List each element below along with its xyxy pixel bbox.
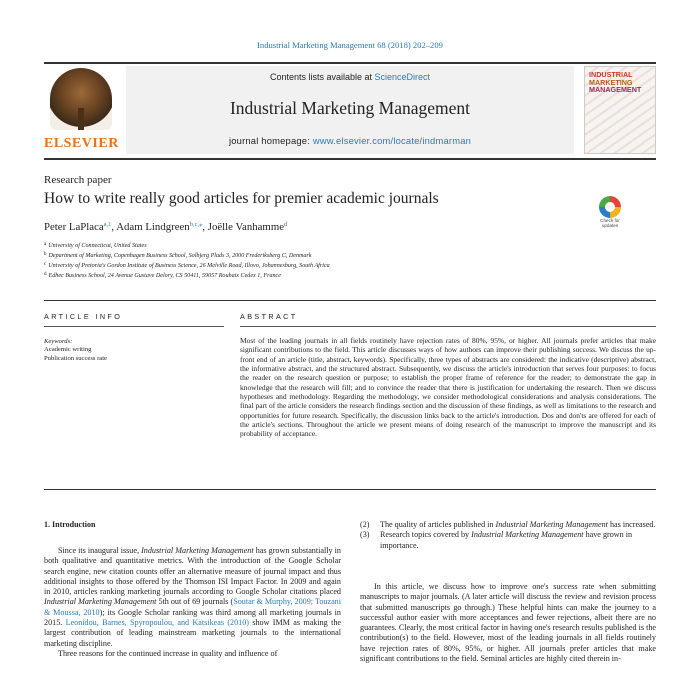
affiliation-marker: d [44,272,47,277]
cover-title-line: MANAGEMENT [589,85,642,95]
list-item [360,520,656,530]
journal-citation[interactable]: Industrial Marketing Management 68 (2018) 202–209 [257,40,443,50]
affiliation [44,242,604,249]
journal-cover[interactable] [584,66,656,154]
journal-title: Industrial Marketing Management [229,98,471,118]
author-separator: , [111,221,117,233]
journal-name: Industrial Marketing Management [141,546,254,555]
text-run: ); its Google Scholar ranking was third among all marketing journals in 2015. [44,607,341,628]
elsevier-tree-icon [50,68,112,130]
body-paragraph: In this article, we discuss how to improve one's success rate when submitting manuscripts to major journals. (A later article will discuss the review and revision process that submitted manuscripts go through.) These helpful hints can make the journey to a successful author easier with more acceptances and fewer rejections, albeit there are no guarantees. Clearly, the most critical factor in having one's research results published is the contribution(s) to the field. However, most of the leading journals in all fields routinely have rejection rates of 80%, 95%, or higher. All journals prefer articles that make significant contributions to the field. Seminal articles are highly cited therein in- [360,582,656,664]
body-paragraph: Three reasons for the continued increase in quality and influence of [58,648,278,658]
abstract-text: Most of the leading journals in all fields routinely have rejection rates of 80%, 95%, or higher. All journals prefer articles that make significant contributions to the field. This article discusses ways of how authors can improve their publishing success. We discuss the up-front end of an article (title, abstract, keywords). Specifically, three types of abstracts are considered: the indicative (descriptive) abstract, the informative abstract, and the structured abstract. Subsequently, we discuss the article's introduction that serves four purposes: to focus the reader on the research question or purpose; to establish the proper frame of reference for the reader; to demonstrate the gap in knowledge that the research will fill; and to convince the reader that there is justification for undertaking the research. Then we discuss hypotheses and methodology. Regarding the methodology, we consider methodological considerations and analysis considerations. The final part of the article considers the research findings section and the discussion of these findings, as well as limitations to the research and opportunities for future research. Specifically, the discussion links back to the article's introduction. Dos and don'ts are offered for each of the article's sections. Throughout the article we present means of doing research of the manuscript to improve the manuscript and its probability of acceptance. [240,336,656,439]
journal-name: Industrial Marketing Management [495,520,608,529]
publisher-logo-text: ELSEVIER [44,136,119,151]
header-rule [44,158,656,160]
text-run: has grown substantially in both qualitative and quantitative metrics. With the introduction of the Google Scholar search engine, new citation counts offer an alternative measure of journal impact and thus additional insights to those offered by the Thomson ISI Impact Factor. In 2009 and again in 2010, articles ranking marketing journals according to Google Scholar citations placed [44,546,341,597]
crossmark-icon [599,196,621,218]
list-number: (3) [360,530,370,540]
section-heading: 1. Introduction [44,520,96,529]
keyword: Publication success rate [44,354,107,362]
homepage-link[interactable]: www.elsevier.com/locate/indmarman [312,135,472,146]
citation-link[interactable]: Leonidou, Barnes, Spyropoulou, and Katsikeas (2010) [65,618,249,628]
text-run: Since its inaugural issue, [58,546,142,555]
keywords-label: Keywords: [44,338,73,345]
body-left-column [44,546,341,659]
journal-homepage [126,135,574,146]
journal-name: Industrial Marketing Management [471,530,584,540]
crossmark-label-line: updates [601,223,619,228]
affiliation [44,252,604,259]
text-run: has increased. [607,520,656,529]
abstract-bottom-rule [44,489,656,490]
author-list [44,220,564,233]
text-run: Research topics covered by [380,530,472,540]
sciencedirect-link[interactable]: ScienceDirect [374,72,431,82]
article-type: Research paper [44,174,112,186]
cover-title-line: INDUSTRIAL [589,70,633,79]
list-item [360,530,656,551]
article-title: How to write really good articles for premier academic journals [44,190,439,207]
author-name[interactable]: Peter LaPlaca [44,221,104,233]
abstract-rule [240,326,656,327]
author-affiliation-marker[interactable]: d [284,221,288,228]
keywords-block [44,338,224,363]
author-separator: , [202,221,208,233]
text-run: show IMM as making the largest contribution of leading mainstream marketing journals to the international marketing discipline. [44,618,342,648]
publisher-logo[interactable] [44,66,118,154]
contents-prefix: Contents lists available at [269,72,375,82]
body-paragraph [44,546,341,649]
author-affiliation-marker[interactable]: a,1 [103,221,112,228]
text-run: have grown in importance. [380,530,633,550]
cover-title-line: MARKETING [589,77,633,87]
top-rule [44,62,656,64]
crossmark-label-line: Check for [600,218,620,223]
list-number: (2) [360,520,370,529]
journal-name: Industrial Marketing Management [44,597,157,607]
body-right-column [360,582,656,664]
check-for-updates-button[interactable] [590,196,630,230]
author-name[interactable]: Joëlle Vanhamme [207,221,285,233]
affiliation-marker: b [44,252,47,257]
affiliation-text: University of Connecticut, United States [48,243,147,249]
author-name[interactable]: Adam Lindgreen [116,221,190,233]
author-affiliation-marker[interactable]: b,c,⁎ [189,221,203,228]
homepage-prefix: journal homepage: [228,135,313,146]
affiliation [44,272,604,279]
contents-line [126,72,574,82]
text-run: The quality of articles published in [380,520,496,529]
affiliation-text: Department of Marketing, Copenhagen Business School, Solbjerg Plads 3, 2000 Frederiksberg C, Denmark [48,253,312,259]
affiliation-rule [44,300,656,301]
affiliation-marker: a [44,242,47,247]
affiliation-text: Edhec Business School, 24 Avenue Gustave Delory, CS 50411, 59057 Roubaix Cedex 1, France [48,273,281,279]
article-info-rule [44,326,224,327]
cover-title [589,71,651,94]
affiliation-marker: c [44,262,47,267]
affiliation [44,262,604,269]
citation-link[interactable]: Soutar & Murphy, 2009; Touzani & Moussa, 2010 [44,597,341,617]
text-run: 5th out of 69 journals ( [156,597,234,607]
check-for-updates-label [590,218,630,228]
keyword: Academic writing [44,346,92,354]
abstract-heading: ABSTRACT [240,312,298,321]
article-info-heading: ARTICLE INFO [44,312,123,321]
affiliation-text: University of Pretoria's Gordon Institute of Business Science, 26 Melville Road, Illovo, Johannesburg, South Africa [48,263,330,269]
body-right-list [360,520,656,551]
